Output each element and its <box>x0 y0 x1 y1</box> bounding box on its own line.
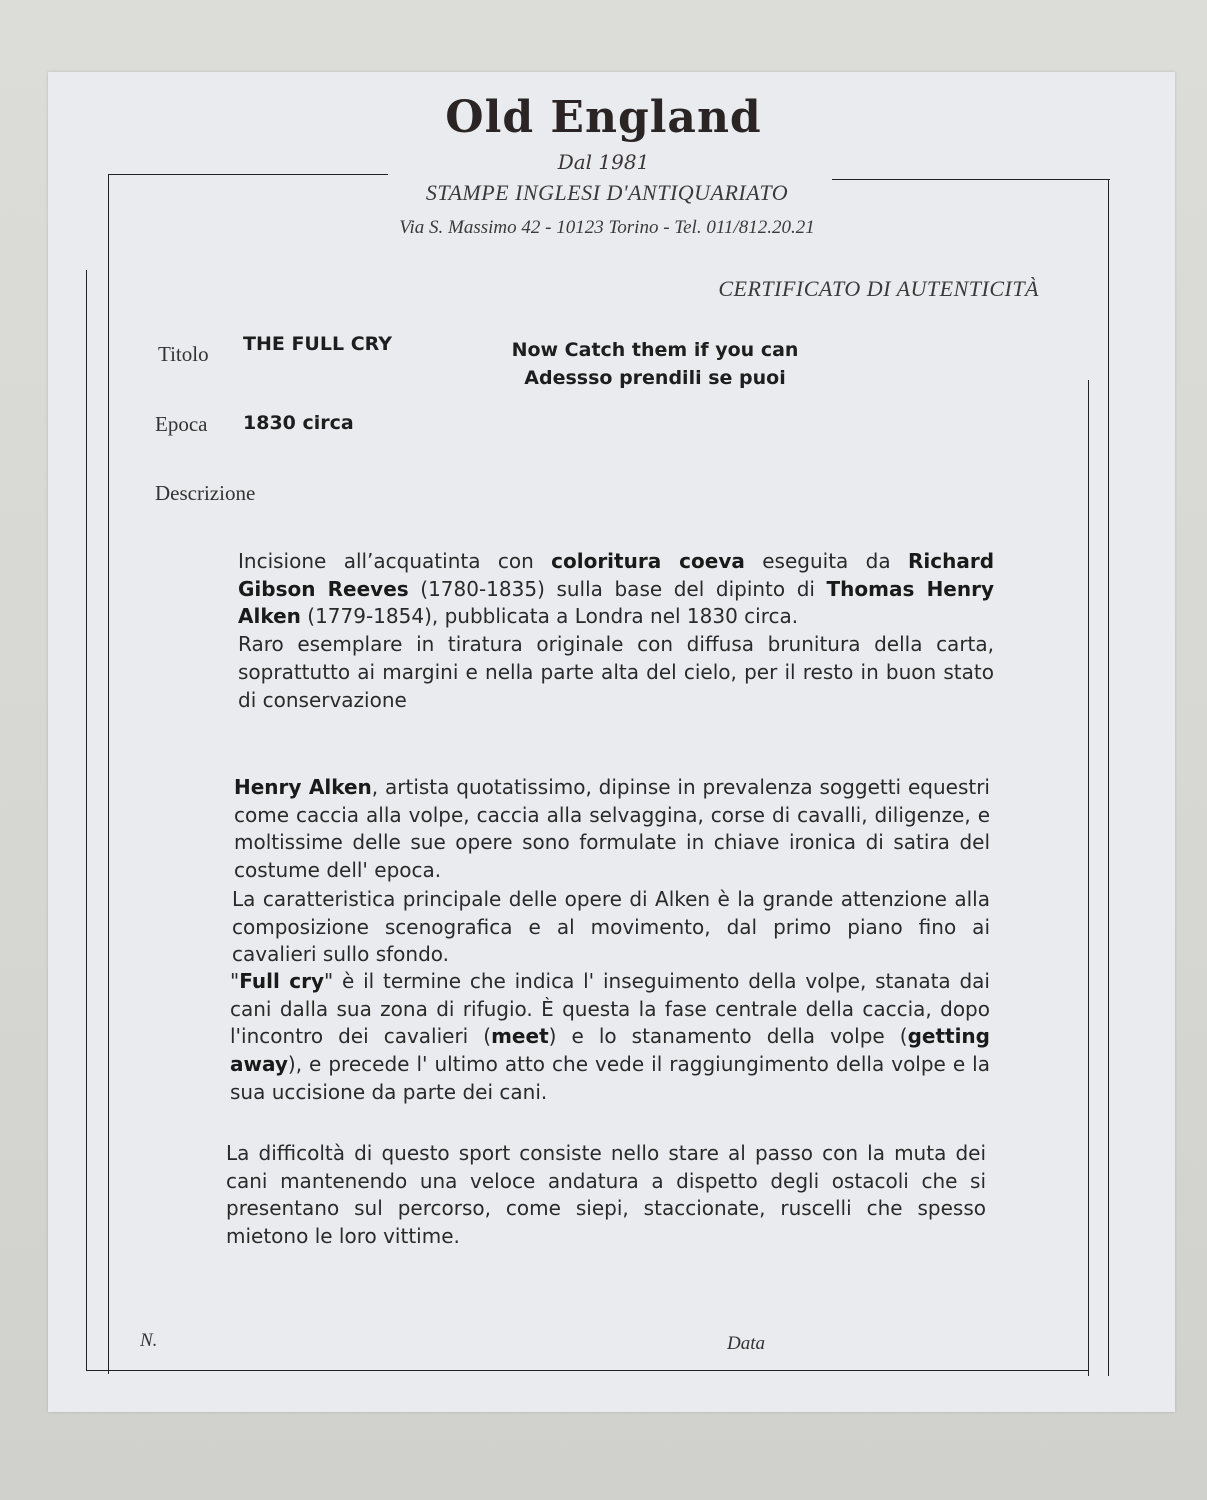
descrizione-label: Descrizione <box>155 481 256 505</box>
logo-since: Dal 1981 <box>557 150 650 174</box>
shop-address: Via S. Massimo 42 - 10123 Torino - Tel. 011/812.20.21 <box>399 217 815 238</box>
frame-line <box>1108 179 1109 1376</box>
date-label: Data <box>727 1333 765 1354</box>
epoca-label: Epoca <box>155 412 208 436</box>
titolo-label: Titolo <box>158 342 209 366</box>
description-paragraph-5: La difficoltà di questo sport consiste nello stare al passo con la muta dei cani mantenendo una veloce andatura a dispetto degli ostacoli che si presentano sul percorso, come siepi, staccionate, ruscelli che spesso mietono le loro vittime. <box>226 1141 986 1249</box>
number-label: N. <box>140 1330 158 1351</box>
frame-line <box>108 174 388 175</box>
certificate-heading: CERTIFICATO DI AUTENTICITÀ <box>718 276 1039 301</box>
subtitle-it: Adessso prendili se puoi <box>524 367 786 389</box>
frame-line <box>86 1370 1089 1371</box>
frame-line <box>86 270 87 1370</box>
titolo-value: THE FULL CRY <box>243 333 392 355</box>
logo-old-england: Old England <box>445 92 762 143</box>
shop-name: STAMPE INGLESI D'ANTIQUARIATO <box>425 180 789 205</box>
description-paragraph-1 <box>238 548 994 714</box>
subtitle-en: Now Catch them if you can <box>511 339 799 361</box>
frame-line <box>108 174 109 1374</box>
frame-line <box>1088 380 1089 1376</box>
description-paragraph-4: "Full cry" è il termine che indica l' inseguimento della volpe, stanata dai cani dalla sua zona di rifugio. È questa la fase centrale della caccia, dopo l'incontro dei cavalieri (meet) e lo stanamento della volpe (getting away), e precede l' ultimo atto che vede il raggiungimento della volpe e la sua uccisione da parte dei cani. <box>230 969 990 1104</box>
description-text: Raro esemplare in tiratura originale con diffusa brunitura della carta, soprattutto ai margini e nella parte alta del cielo, per il resto in buon stato di conservazione <box>238 632 994 712</box>
description-paragraph-2: Henry Alken, artista quotatissimo, dipinse in prevalenza soggetti equestri come caccia alla volpe, caccia alla selvaggina, corse di cavalli, diligenze, e moltissime delle sue opere sono formulate in chiave ironica di satira del costume dell' epoca. <box>234 775 990 883</box>
description-text: Incisione all’acquatinta con coloritura coeva eseguita da Richard Gibson Reeves (1780-1835) sulla base del dipinto di Thomas Henry Alken (1779-1854), pubblicata a Londra nel 1830 circa. <box>238 549 995 629</box>
description-paragraph-3: La caratteristica principale delle opere di Alken è la grande attenzione alla composizione scenografica e al movimento, dal primo piano fino ai cavalieri sullo sfondo. <box>232 887 990 967</box>
subtitle-block <box>485 336 825 392</box>
epoca-value: 1830 circa <box>243 412 354 434</box>
